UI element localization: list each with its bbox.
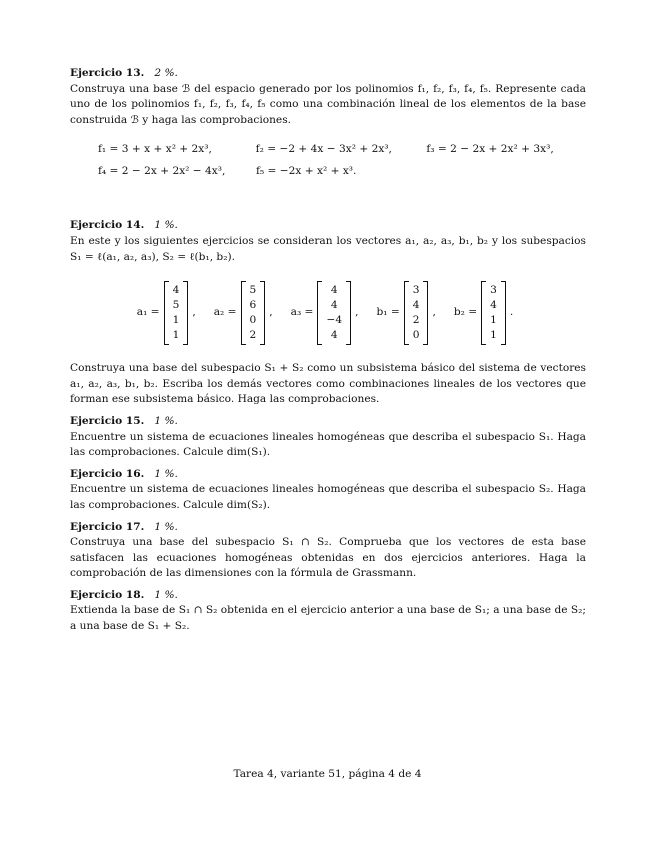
vector-separator: , (269, 306, 273, 319)
exercise-15-text: Encuentre un sistema de ecuaciones lineales homogéneas que describa el subespacio S₁. Haga las comprobaciones. Calcule dim(S₁). (70, 430, 586, 459)
exercise-18-title: Ejercicio 18. (70, 588, 145, 601)
vector-label: a₁ = (136, 306, 160, 319)
vector-label: a₂ = (213, 306, 237, 319)
vector-entry: 1 (172, 329, 180, 342)
vector-b1 (376, 281, 441, 345)
vector-label: b₂ = (453, 306, 478, 319)
vector-entry: 4 (330, 329, 338, 342)
polynomials-row-2 (98, 160, 586, 182)
exercise-16-weight: 1 %. (154, 467, 178, 480)
exercise-15 (70, 414, 586, 461)
exercise-14-weight: 1 %. (154, 219, 178, 232)
exercise-15-title: Ejercicio 15. (70, 414, 145, 427)
exercise-15-weight: 1 %. (154, 414, 178, 427)
vector-entry: 1 (172, 314, 180, 327)
exercise-17 (70, 520, 586, 582)
vector-entry: 3 (412, 284, 420, 297)
vector-list (70, 281, 586, 345)
vector-separator: . (509, 306, 514, 319)
polynomials-row-1 (98, 138, 586, 160)
vector-a2 (214, 281, 279, 345)
exercise-17-title: Ejercicio 17. (70, 520, 145, 533)
polynomial-f4: f₄ = 2 − 2x + 2x² − 4x³, (98, 165, 226, 178)
exercise-18-weight: 1 %. (154, 588, 178, 601)
vector-entry: 2 (412, 314, 420, 327)
vector-entry: 4 (330, 284, 338, 297)
vector-entry: 4 (172, 284, 180, 297)
vector-label: a₃ = (290, 306, 314, 319)
vector-entry: 4 (412, 299, 420, 312)
exercise-13-text: Construya una base ℬ del espacio generado por los polinomios f₁, f₂, f₃, f₄, f₅. Represente cada uno de los polinomios f₁, f₂, f₃, f₄, f₅ como una combinación lineal de los elementos de la base construida ℬ y haga las comprobaciones. (70, 82, 586, 126)
page-content (70, 66, 586, 635)
polynomial-f1: f₁ = 3 + x + x² + 2x³, (98, 143, 212, 156)
vector-entry: 5 (172, 299, 180, 312)
vector-a3 (291, 281, 365, 345)
vector-entry: 4 (490, 299, 497, 312)
exercise-14 (70, 218, 586, 408)
vector-separator: , (432, 306, 436, 319)
exercise-13 (70, 66, 586, 182)
exercise-16-title: Ejercicio 16. (70, 467, 145, 480)
vector-label: b₁ = (376, 306, 400, 319)
vector-entry: −4 (326, 314, 343, 327)
vector-a1 (137, 281, 202, 345)
exercise-14-text: Construya una base del subespacio S₁ + S₂ como un subsistema básico del sistema de vectores a₁, a₂, a₃, b₁, b₂. Escriba los demás vectores como combinaciones lineales de los vectores que forman ese subsistema básico. Haga las comprobaciones. (70, 362, 586, 406)
polynomial-f3: f₃ = 2 − 2x + 2x² + 3x³, (426, 143, 554, 156)
vector-entry: 1 (490, 329, 497, 342)
vector-entry: 0 (249, 314, 257, 327)
exercise-14-intro: En este y los siguientes ejercicios se consideran los vectores a₁, a₂, a₃, b₁, b₂ y los subespacios S₁ = ℓ(a₁, a₂, a₃), S₂ = ℓ(b₁, b₂). (70, 234, 586, 263)
polynomial-f5: f₅ = −2x + x² + x³. (256, 165, 357, 178)
exercise-17-text: Construya una base del subespacio S₁ ∩ S₂. Comprueba que los vectores de esta base satisfacen las ecuaciones homogéneas obtenidas en dos ejercicios anteriores. Haga la comprobación de las dimensiones con la fórmula de Grassmann. (70, 536, 586, 580)
vector-separator: , (355, 306, 359, 319)
exercise-13-weight: 2 %. (154, 67, 178, 79)
exercise-16 (70, 467, 586, 514)
exercise-16-text: Encuentre un sistema de ecuaciones lineales homogéneas que describa el subespacio S₂. Haga las comprobaciones. Calcule dim(S₂). (70, 483, 586, 511)
vector-entry: 3 (490, 284, 497, 297)
exercise-14-title: Ejercicio 14. (70, 219, 145, 232)
page-footer: Tarea 4, variante 51, página 4 de 4 (233, 768, 422, 780)
vector-b2 (454, 281, 519, 345)
vector-entry: 2 (249, 329, 257, 342)
vector-entry: 5 (249, 284, 257, 297)
exercise-17-weight: 1 %. (154, 520, 178, 533)
vector-separator: , (192, 306, 196, 319)
vector-entry: 4 (330, 299, 338, 312)
exercise-18 (70, 588, 586, 635)
vector-entry: 6 (249, 299, 257, 312)
vector-entry: 1 (490, 314, 497, 327)
vector-entry: 0 (412, 329, 420, 342)
exercise-18-text: Extienda la base de S₁ ∩ S₂ obtenida en el ejercicio anterior a una base de S₁; a una base de S₂; a una base de S₁ + S₂. (70, 604, 586, 633)
exercise-13-title: Ejercicio 13. (70, 67, 145, 79)
polynomial-f2: f₂ = −2 + 4x − 3x² + 2x³, (255, 143, 392, 156)
